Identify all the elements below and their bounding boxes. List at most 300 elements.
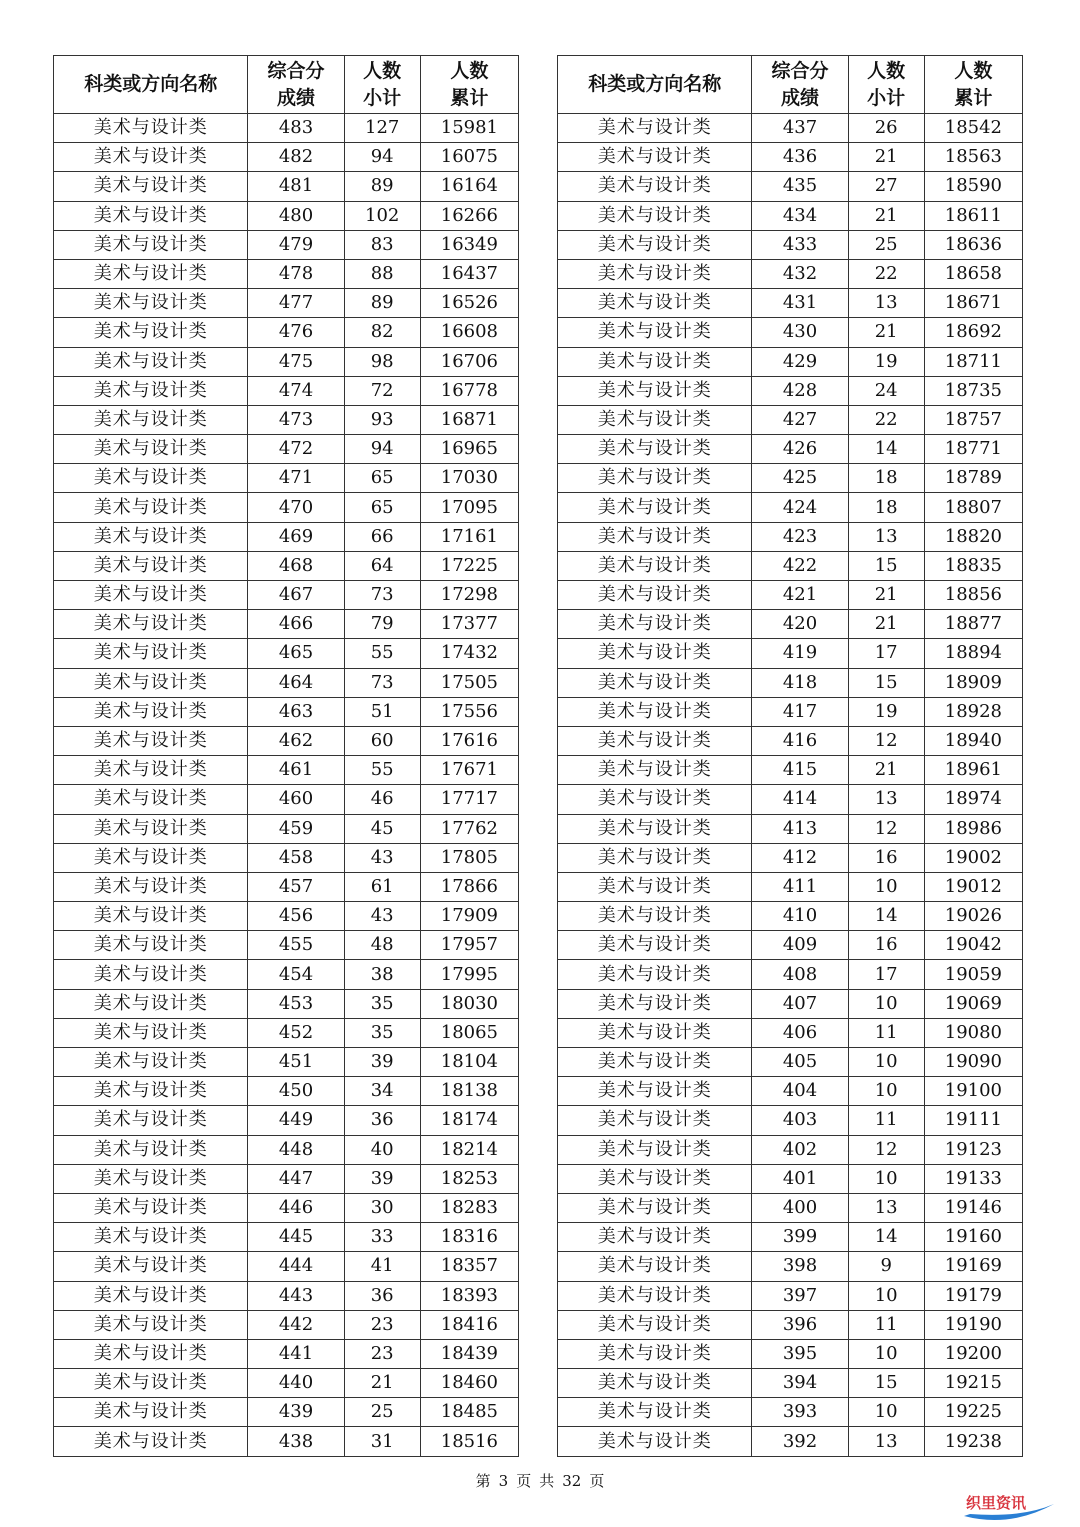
cell-category: 美术与设计类 [558,1164,752,1193]
cell-cumulative: 18671 [924,289,1022,318]
cell-subtotal: 21 [848,610,924,639]
cell-subtotal: 10 [848,1077,924,1106]
cell-score: 435 [752,172,848,201]
header-score: 综合分 成绩 [752,56,848,114]
cell-cumulative: 17377 [420,610,518,639]
page-number: 3 [498,1472,509,1490]
cell-score: 424 [752,493,848,522]
cell-score: 422 [752,551,848,580]
table-row [54,435,519,464]
cell-category: 美术与设计类 [558,1310,752,1339]
cell-category: 美术与设计类 [54,172,248,201]
cell-subtotal: 10 [848,1398,924,1427]
cell-subtotal: 10 [848,989,924,1018]
cell-cumulative: 19026 [924,902,1022,931]
table-row [558,1398,1023,1427]
watermark-logo [962,1488,1058,1524]
cell-score: 409 [752,931,848,960]
table-row [54,843,519,872]
cell-score: 465 [248,639,344,668]
cell-category: 美术与设计类 [558,989,752,1018]
cell-cumulative: 18961 [924,756,1022,785]
cell-cumulative: 19042 [924,931,1022,960]
cell-category: 美术与设计类 [558,259,752,288]
cell-score: 407 [752,989,848,1018]
cell-subtotal: 10 [848,1048,924,1077]
table-row [558,814,1023,843]
cell-cumulative: 17556 [420,697,518,726]
cell-subtotal: 19 [848,347,924,376]
cell-category: 美术与设计类 [558,785,752,814]
cell-score: 421 [752,581,848,610]
table-row [558,931,1023,960]
table-row [54,1427,519,1456]
cell-cumulative: 17298 [420,581,518,610]
cell-cumulative: 18711 [924,347,1022,376]
cell-score: 412 [752,843,848,872]
cell-cumulative: 16349 [420,230,518,259]
cell-score: 480 [248,201,344,230]
cell-subtotal: 51 [344,697,420,726]
cell-subtotal: 14 [848,435,924,464]
cell-cumulative: 16706 [420,347,518,376]
cell-cumulative: 17909 [420,902,518,931]
cell-cumulative: 18928 [924,697,1022,726]
cell-category: 美术与设计类 [558,610,752,639]
cell-category: 美术与设计类 [54,989,248,1018]
cell-cumulative: 18516 [420,1427,518,1456]
cell-category: 美术与设计类 [558,172,752,201]
table-row [54,289,519,318]
table-row [558,1135,1023,1164]
cell-cumulative: 16965 [420,435,518,464]
cell-cumulative: 19169 [924,1252,1022,1281]
cell-score: 455 [248,931,344,960]
table-row [54,814,519,843]
cell-cumulative: 18820 [924,522,1022,551]
cell-cumulative: 18789 [924,464,1022,493]
cell-score: 392 [752,1427,848,1456]
cell-cumulative: 17671 [420,756,518,785]
cell-category: 美术与设计类 [558,376,752,405]
cell-subtotal: 61 [344,872,420,901]
table-row [54,347,519,376]
cell-score: 430 [752,318,848,347]
cell-cumulative: 18986 [924,814,1022,843]
cell-score: 433 [752,230,848,259]
cell-category: 美术与设计类 [558,522,752,551]
cell-score: 400 [752,1193,848,1222]
cell-category: 美术与设计类 [558,668,752,697]
cell-cumulative: 16526 [420,289,518,318]
table-row [558,1427,1023,1456]
cell-category: 美术与设计类 [558,872,752,901]
table-row [54,1398,519,1427]
cell-subtotal: 35 [344,1018,420,1047]
cell-category: 美术与设计类 [558,960,752,989]
cell-cumulative: 17616 [420,726,518,755]
cell-score: 438 [248,1427,344,1456]
cell-score: 449 [248,1106,344,1135]
table-row [558,581,1023,610]
table-row [558,1018,1023,1047]
cell-score: 443 [248,1281,344,1310]
table-row [558,464,1023,493]
cell-cumulative: 19100 [924,1077,1022,1106]
footer-text: 页 [516,1472,532,1490]
cell-cumulative: 16608 [420,318,518,347]
cell-score: 401 [752,1164,848,1193]
cell-cumulative: 19225 [924,1398,1022,1427]
cell-category: 美术与设计类 [54,1106,248,1135]
table-row [54,376,519,405]
cell-category: 美术与设计类 [558,639,752,668]
cell-cumulative: 18636 [924,230,1022,259]
logo-text: 织里资讯 [966,1494,1027,1512]
table-row [54,143,519,172]
page-footer [0,1470,1080,1491]
cell-category: 美术与设计类 [558,289,752,318]
cell-category: 美术与设计类 [558,230,752,259]
cell-score: 440 [248,1369,344,1398]
table-row [558,785,1023,814]
table-row [54,230,519,259]
cell-category: 美术与设计类 [54,902,248,931]
cell-subtotal: 12 [848,1135,924,1164]
cell-category: 美术与设计类 [54,551,248,580]
cell-score: 439 [248,1398,344,1427]
cell-cumulative: 19080 [924,1018,1022,1047]
table-row [54,1135,519,1164]
cell-cumulative: 19123 [924,1135,1022,1164]
cell-score: 410 [752,902,848,931]
cell-cumulative: 17505 [420,668,518,697]
table-row [54,756,519,785]
cell-score: 450 [248,1077,344,1106]
cell-subtotal: 34 [344,1077,420,1106]
cell-subtotal: 14 [848,1223,924,1252]
table-row [558,668,1023,697]
page-total: 32 [562,1472,582,1490]
table-row [54,172,519,201]
table-row [558,1281,1023,1310]
cell-score: 420 [752,610,848,639]
footer-text: 页 [589,1472,605,1490]
cell-subtotal: 21 [848,201,924,230]
cell-subtotal: 12 [848,814,924,843]
table-row [558,1193,1023,1222]
cell-score: 423 [752,522,848,551]
cell-subtotal: 93 [344,405,420,434]
table-row [558,347,1023,376]
cell-subtotal: 89 [344,172,420,201]
cell-category: 美术与设计类 [558,756,752,785]
cell-score: 436 [752,143,848,172]
cell-cumulative: 18065 [420,1018,518,1047]
cell-cumulative: 18214 [420,1135,518,1164]
cell-subtotal: 39 [344,1164,420,1193]
cell-category: 美术与设计类 [54,1048,248,1077]
cell-cumulative: 16437 [420,259,518,288]
cell-cumulative: 15981 [420,114,518,143]
cell-subtotal: 102 [344,201,420,230]
cell-score: 397 [752,1281,848,1310]
cell-score: 463 [248,697,344,726]
cell-category: 美术与设计类 [54,1310,248,1339]
cell-subtotal: 17 [848,960,924,989]
cell-subtotal: 13 [848,785,924,814]
cell-score: 441 [248,1339,344,1368]
table-row [54,1018,519,1047]
cell-category: 美术与设计类 [54,1369,248,1398]
cell-subtotal: 33 [344,1223,420,1252]
cell-subtotal: 10 [848,1164,924,1193]
header-score: 综合分 成绩 [248,56,344,114]
cell-subtotal: 17 [848,639,924,668]
table-row [54,1339,519,1368]
cell-category: 美术与设计类 [54,1398,248,1427]
cell-score: 417 [752,697,848,726]
cell-score: 426 [752,435,848,464]
table-row [54,259,519,288]
cell-subtotal: 10 [848,872,924,901]
cell-score: 406 [752,1018,848,1047]
cell-category: 美术与设计类 [558,1369,752,1398]
cell-subtotal: 43 [344,902,420,931]
cell-score: 454 [248,960,344,989]
table-body [54,114,519,1457]
table-body [558,114,1023,1457]
table-row [54,726,519,755]
cell-category: 美术与设计类 [54,610,248,639]
cell-cumulative: 19200 [924,1339,1022,1368]
cell-category: 美术与设计类 [54,785,248,814]
cell-score: 425 [752,464,848,493]
cell-subtotal: 31 [344,1427,420,1456]
cell-category: 美术与设计类 [54,1252,248,1281]
cell-category: 美术与设计类 [558,1281,752,1310]
cell-subtotal: 98 [344,347,420,376]
cell-score: 451 [248,1048,344,1077]
cell-cumulative: 19160 [924,1223,1022,1252]
cell-score: 429 [752,347,848,376]
cell-category: 美术与设计类 [54,639,248,668]
cell-subtotal: 23 [344,1339,420,1368]
cell-subtotal: 38 [344,960,420,989]
table-row [54,201,519,230]
table-row [558,318,1023,347]
table-row [558,522,1023,551]
cell-subtotal: 65 [344,464,420,493]
cell-category: 美术与设计类 [558,143,752,172]
table-row [54,1077,519,1106]
cell-score: 453 [248,989,344,1018]
cell-score: 403 [752,1106,848,1135]
cell-subtotal: 94 [344,435,420,464]
cell-subtotal: 11 [848,1018,924,1047]
cell-score: 394 [752,1369,848,1398]
table-row [558,114,1023,143]
cell-cumulative: 18909 [924,668,1022,697]
cell-category: 美术与设计类 [558,1018,752,1047]
table-row [558,1077,1023,1106]
cell-category: 美术与设计类 [558,843,752,872]
cell-cumulative: 18974 [924,785,1022,814]
footer-text: 第 [475,1472,491,1490]
cell-category: 美术与设计类 [54,960,248,989]
cell-category: 美术与设计类 [558,318,752,347]
score-table-right [557,55,1023,1457]
cell-score: 474 [248,376,344,405]
cell-cumulative: 18393 [420,1281,518,1310]
cell-subtotal: 72 [344,376,420,405]
cell-category: 美术与设计类 [558,1106,752,1135]
cell-score: 461 [248,756,344,785]
cell-category: 美术与设计类 [54,756,248,785]
table-row [558,201,1023,230]
cell-category: 美术与设计类 [558,405,752,434]
table-row [54,785,519,814]
cell-subtotal: 35 [344,989,420,1018]
cell-cumulative: 18692 [924,318,1022,347]
cell-category: 美术与设计类 [54,726,248,755]
cell-category: 美术与设计类 [54,931,248,960]
cell-cumulative: 16266 [420,201,518,230]
cell-score: 419 [752,639,848,668]
cell-score: 416 [752,726,848,755]
cell-subtotal: 45 [344,814,420,843]
cell-score: 469 [248,522,344,551]
table-row [54,697,519,726]
cell-category: 美术与设计类 [558,435,752,464]
cell-cumulative: 18807 [924,493,1022,522]
cell-cumulative: 18940 [924,726,1022,755]
header-cumulative: 人数 累计 [924,56,1022,114]
cell-subtotal: 9 [848,1252,924,1281]
table-row [54,668,519,697]
cell-score: 396 [752,1310,848,1339]
cell-subtotal: 66 [344,522,420,551]
cell-score: 402 [752,1135,848,1164]
cell-cumulative: 18590 [924,172,1022,201]
table-row [54,1281,519,1310]
table-row [54,960,519,989]
header-subtotal: 人数 小计 [344,56,420,114]
cell-score: 415 [752,756,848,785]
header-name: 科类或方向名称 [558,56,752,114]
table-row [558,1369,1023,1398]
cell-score: 457 [248,872,344,901]
cell-cumulative: 19238 [924,1427,1022,1456]
table-row [54,1193,519,1222]
cell-subtotal: 13 [848,522,924,551]
cell-category: 美术与设计类 [54,405,248,434]
cell-category: 美术与设计类 [558,114,752,143]
cell-score: 467 [248,581,344,610]
cell-category: 美术与设计类 [558,551,752,580]
table-row [558,259,1023,288]
cell-score: 471 [248,464,344,493]
table-row [558,1339,1023,1368]
table-row [558,230,1023,259]
cell-subtotal: 82 [344,318,420,347]
cell-category: 美术与设计类 [558,1398,752,1427]
cell-category: 美术与设计类 [54,347,248,376]
cell-cumulative: 18757 [924,405,1022,434]
table-row [54,1048,519,1077]
cell-subtotal: 21 [848,756,924,785]
cell-category: 美术与设计类 [558,1077,752,1106]
cell-score: 476 [248,318,344,347]
table-header [558,56,1023,114]
table-row [558,1223,1023,1252]
table-row [54,639,519,668]
table-row [54,902,519,931]
table-row [558,405,1023,434]
cell-category: 美术与设计类 [558,697,752,726]
cell-subtotal: 24 [848,376,924,405]
cell-category: 美术与设计类 [558,931,752,960]
cell-cumulative: 18030 [420,989,518,1018]
table-row [54,931,519,960]
cell-subtotal: 21 [848,143,924,172]
cell-score: 413 [752,814,848,843]
cell-cumulative: 17717 [420,785,518,814]
table-row [558,289,1023,318]
cell-category: 美术与设计类 [54,1339,248,1368]
cell-score: 398 [752,1252,848,1281]
cell-score: 466 [248,610,344,639]
cell-subtotal: 73 [344,581,420,610]
cell-cumulative: 18174 [420,1106,518,1135]
cell-category: 美术与设计类 [558,493,752,522]
cell-category: 美术与设计类 [54,435,248,464]
cell-subtotal: 60 [344,726,420,755]
cell-score: 411 [752,872,848,901]
cell-category: 美术与设计类 [558,1193,752,1222]
cell-subtotal: 21 [848,318,924,347]
cell-cumulative: 18658 [924,259,1022,288]
cell-category: 美术与设计类 [54,201,248,230]
cell-subtotal: 23 [344,1310,420,1339]
header-cumulative: 人数 累计 [420,56,518,114]
cell-category: 美术与设计类 [54,1018,248,1047]
cell-category: 美术与设计类 [54,1427,248,1456]
cell-cumulative: 18894 [924,639,1022,668]
cell-score: 468 [248,551,344,580]
cell-subtotal: 15 [848,551,924,580]
table-row [558,435,1023,464]
table-row [558,376,1023,405]
cell-subtotal: 22 [848,405,924,434]
cell-subtotal: 19 [848,697,924,726]
cell-score: 444 [248,1252,344,1281]
cell-score: 428 [752,376,848,405]
table-row [54,872,519,901]
cell-category: 美术与设计类 [54,1077,248,1106]
cell-subtotal: 25 [848,230,924,259]
cell-category: 美术与设计类 [54,814,248,843]
cell-category: 美术与设计类 [54,230,248,259]
cell-cumulative: 16871 [420,405,518,434]
cell-subtotal: 25 [344,1398,420,1427]
cell-subtotal: 18 [848,464,924,493]
cell-subtotal: 88 [344,259,420,288]
cell-cumulative: 18316 [420,1223,518,1252]
table-row [558,639,1023,668]
cell-subtotal: 48 [344,931,420,960]
table-row [558,143,1023,172]
